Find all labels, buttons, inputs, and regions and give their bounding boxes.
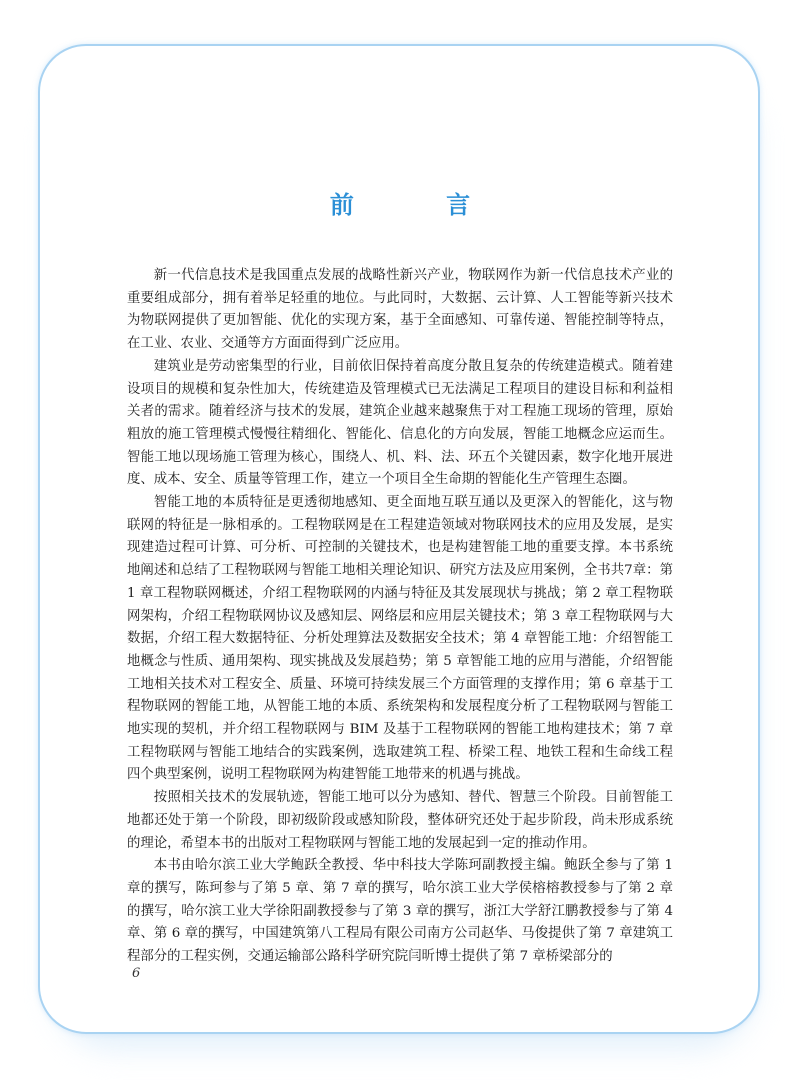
page-number: 6 bbox=[132, 966, 141, 981]
paragraph-2: 建筑业是劳动密集型的行业，目前依旧保持着高度分散且复杂的传统建造模式。随着建设项目的规模和复杂性加大，传统建造及管理模式已无法满足工程项目的建设目标和利益相关者的需求。随着经济与技术的发展，建筑企业越来越聚焦于对工程施工现场的管理，原始粗放的施工管理模式慢慢往精细化、智能化、信息化的方向发展，智能工地概念应运而生。智能工地以现场施工管理为核心，围绕人、机、料、法、环五个关键因素，数字化地开展进度、成本、安全、质量等管理工作，建立一个项目全生命期的智能化生产管理生态圈。 bbox=[127, 358, 673, 488]
paragraph-3: 智能工地的本质特征是更透彻地感知、更全面地互联互通以及更深入的智能化，这与物联网的特征是一脉相承的。工程物联网是在工程建造领域对物联网技术的应用及发展，是实现建造过程可计算、可分析、可控制的关键技术，也是构建智能工地的重要支撑。本书系统地阐述和总结了工程物联网与智能工地相关理论知识、研究方法及应用案例，全书共7章：第 1 章工程物联网概述，介绍工程物联网的内涵与特征及其发展现状与挑战；第 2 章工程物联网架构，介绍工程物联网协议及感知层、网络层和应用层关键技术；第 3 章工程物联网与大数据，介绍工程大数据特征、分析处理算法及数据安全技术；第 4 章智能工地：介绍智能工地概念与性质、通用架构、现实挑战及发展趋势；第 5 章智能工地的应用与潜能，介绍智能工地相关技术对工程安全、质量、环境可持续发展三个方面管理的支撑作用；第 6 章基于工程物联网的智能工地，从智能工地的本质、系统架构和发展程度分析了工程物联网与智能工地实现的契机，并介绍工程物联网与 BIM 及基于工程物联网的智能工地构建技术；第 7 章工程物联网与智能工地结合的实践案例，选取建筑工程、桥梁工程、地铁工程和生命线工程四个典型案例，说明工程物联网为构建智能工地带来的机遇与挑战。 bbox=[127, 495, 673, 783]
paragraph-5: 本书由哈尔滨工业大学鲍跃全教授、华中科技大学陈珂副教授主编。鲍跃全参与了第 1 章的撰写，陈珂参与了第 5 章、第 7 章的撰写，哈尔滨工业大学侯榕榕教授参与了第 2 章的撰写，哈尔滨工业大学徐阳副教授参与了第 3 章的撰写，浙江大学舒江鹏教授参与了第 4 章、第 6 章的撰写，中国建筑第八工程局有限公司南方公司赵华、马俊提供了第 7 章建筑工程部分的工程实例，交通运输部公路科学研究院闫昕博士提供了第 7 章桥梁部分的 bbox=[127, 858, 673, 965]
paragraph-4: 按照相关技术的发展轨迹，智能工地可以分为感知、替代、智慧三个阶段。目前智能工地都还处于第一个阶段，即初级阶段或感知阶段，整体研究还处于起步阶段，尚未形成系统的理论，希望本书的出版对工程物联网与智能工地的发展起到一定的推动作用。 bbox=[127, 790, 673, 851]
paragraph-1: 新一代信息技术是我国重点发展的战略性新兴产业，物联网作为新一代信息技术产业的重要组成部分，拥有着举足轻重的地位。与此同时，大数据、云计算、人工智能等新兴技术为物联网提供了更加智能、优化的实现方案，基于全面感知、可靠传递、智能控制等特点，在工业、农业、交通等方方面面得到广泛应用。 bbox=[127, 268, 673, 352]
preface-body bbox=[127, 265, 673, 969]
page-title: 前 言 bbox=[329, 190, 513, 219]
